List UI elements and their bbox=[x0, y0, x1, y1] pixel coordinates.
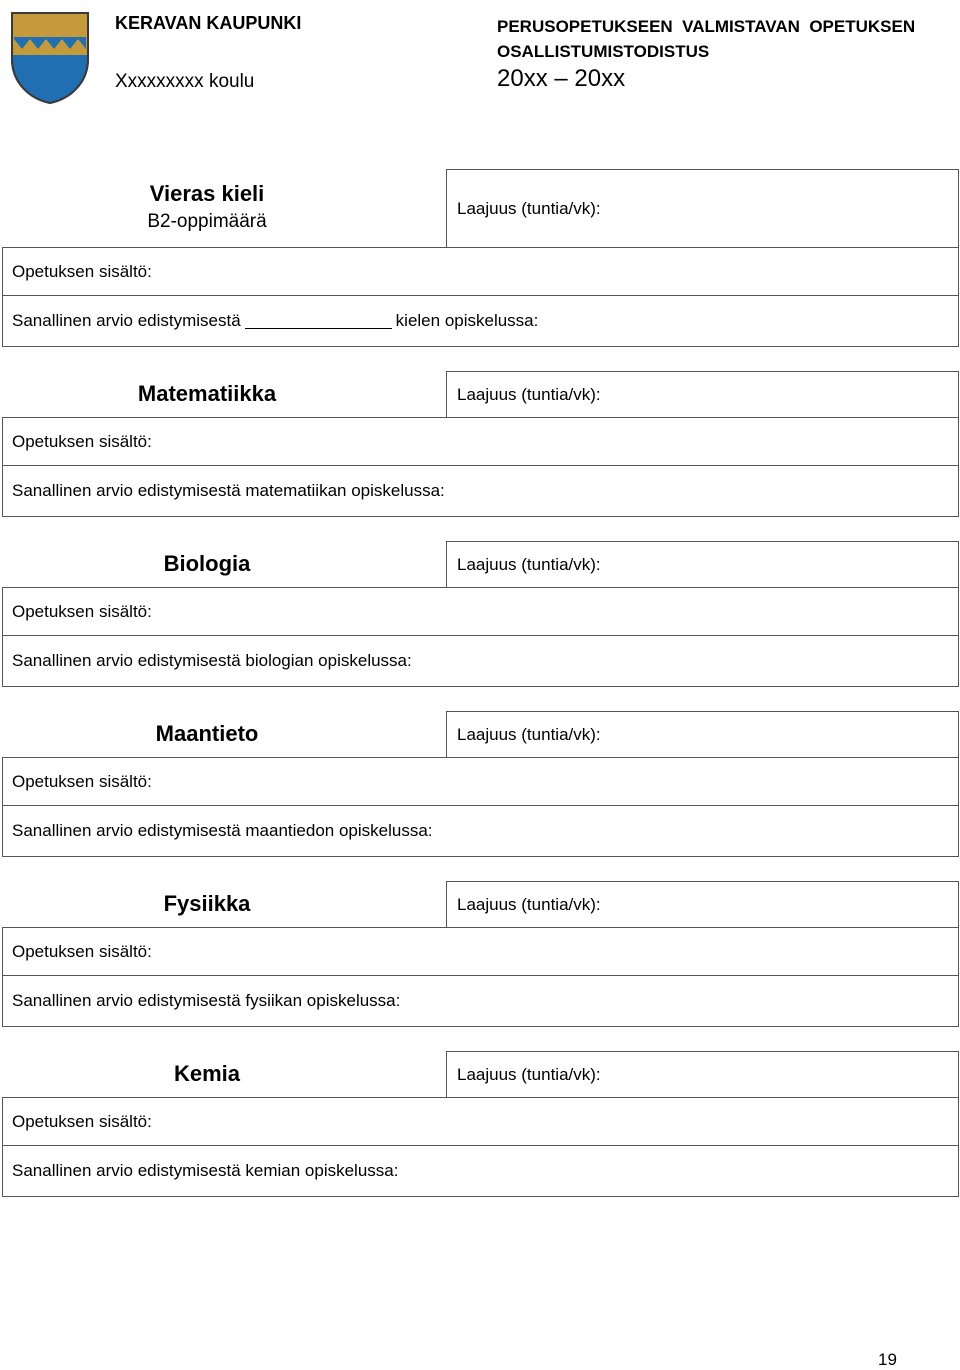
school-name: Xxxxxxxxx koulu bbox=[115, 71, 255, 92]
document-header bbox=[0, 0, 960, 120]
sisalto-label: Opetuksen sisältö: bbox=[12, 261, 152, 281]
laajuus-label: Laajuus (tuntia/vk): bbox=[457, 724, 601, 744]
school-year: 20xx – 20xx bbox=[497, 65, 626, 92]
arvio-label: Sanallinen arvio edistymisestä matematiikan opiskelussa: bbox=[12, 481, 445, 500]
page-number: 19 bbox=[878, 1350, 897, 1369]
laajuus-field[interactable] bbox=[446, 541, 959, 587]
sisalto-label: Opetuksen sisältö: bbox=[12, 431, 152, 451]
arvio-label: Sanallinen arvio edistymisestä fysiikan opiskelussa: bbox=[12, 991, 401, 1010]
subject-name: Fysiikka bbox=[163, 891, 251, 916]
subject-name: Matematiikka bbox=[137, 381, 277, 406]
city-name: KERAVAN KAUPUNKI bbox=[115, 13, 302, 33]
arvio-label: Sanallinen arvio edistymisestä kemian opiskelussa: bbox=[12, 1161, 399, 1180]
arvio-field[interactable] bbox=[2, 806, 959, 857]
arvio-field[interactable] bbox=[2, 976, 959, 1027]
document-title bbox=[497, 14, 915, 64]
laajuus-label: Laajuus (tuntia/vk): bbox=[457, 554, 601, 574]
language-blank-line[interactable] bbox=[245, 314, 392, 329]
laajuus-label: Laajuus (tuntia/vk): bbox=[457, 894, 601, 914]
laajuus-label: Laajuus (tuntia/vk): bbox=[457, 1064, 601, 1084]
arvio-field[interactable] bbox=[2, 1146, 959, 1197]
section-header bbox=[2, 1051, 959, 1097]
arvio-field[interactable] bbox=[2, 296, 959, 347]
sisalto-field[interactable] bbox=[2, 1097, 959, 1146]
sisalto-label: Opetuksen sisältö: bbox=[12, 941, 152, 961]
section-maantieto bbox=[2, 711, 959, 857]
section-header bbox=[2, 541, 959, 587]
laajuus-field[interactable] bbox=[446, 169, 959, 247]
arvio-field[interactable] bbox=[2, 636, 959, 687]
section-fysiikka bbox=[2, 881, 959, 1027]
section-header bbox=[2, 881, 959, 927]
sisalto-label: Opetuksen sisältö: bbox=[12, 1111, 152, 1131]
section-biologia bbox=[2, 541, 959, 687]
section-vieras-kieli bbox=[2, 169, 959, 347]
sisalto-label: Opetuksen sisältö: bbox=[12, 601, 152, 621]
subject-name: Biologia bbox=[163, 551, 251, 576]
laajuus-field[interactable] bbox=[446, 371, 959, 417]
laajuus-label: Laajuus (tuntia/vk): bbox=[457, 198, 601, 218]
subject-subtitle: B2-oppimäärä bbox=[147, 211, 267, 232]
sisalto-field[interactable] bbox=[2, 927, 959, 976]
laajuus-field[interactable] bbox=[446, 1051, 959, 1097]
subject-name: Maantieto bbox=[155, 721, 259, 746]
section-kemia bbox=[2, 1051, 959, 1197]
section-matematiikka bbox=[2, 371, 959, 517]
section-header bbox=[2, 371, 959, 417]
sisalto-field[interactable] bbox=[2, 247, 959, 296]
laajuus-field[interactable] bbox=[446, 881, 959, 927]
section-header bbox=[2, 711, 959, 757]
document-title-line-1: PERUSOPETUKSEEN VALMISTAVAN OPETUKSEN bbox=[497, 17, 916, 36]
arvio-label: Sanallinen arvio edistymisestä biologian opiskelussa: bbox=[12, 651, 412, 670]
kerava-crest-icon bbox=[10, 11, 90, 105]
subject-name: Kemia bbox=[173, 1061, 241, 1086]
arvio-label: Sanallinen arvio edistymisestä maantiedon opiskelussa: bbox=[12, 821, 433, 840]
section-header bbox=[2, 169, 959, 247]
laajuus-field[interactable] bbox=[446, 711, 959, 757]
arvio-label-suffix: kielen opiskelussa: bbox=[395, 311, 539, 330]
sisalto-field[interactable] bbox=[2, 587, 959, 636]
document-title-line-2: OSALLISTUMISTODISTUS bbox=[497, 42, 710, 61]
arvio-field[interactable] bbox=[2, 466, 959, 517]
arvio-label-prefix: Sanallinen arvio edistymisestä bbox=[12, 311, 241, 330]
sisalto-field[interactable] bbox=[2, 417, 959, 466]
sisalto-label: Opetuksen sisältö: bbox=[12, 771, 152, 791]
subject-name: Vieras kieli bbox=[149, 181, 265, 206]
sisalto-field[interactable] bbox=[2, 757, 959, 806]
laajuus-label: Laajuus (tuntia/vk): bbox=[457, 384, 601, 404]
